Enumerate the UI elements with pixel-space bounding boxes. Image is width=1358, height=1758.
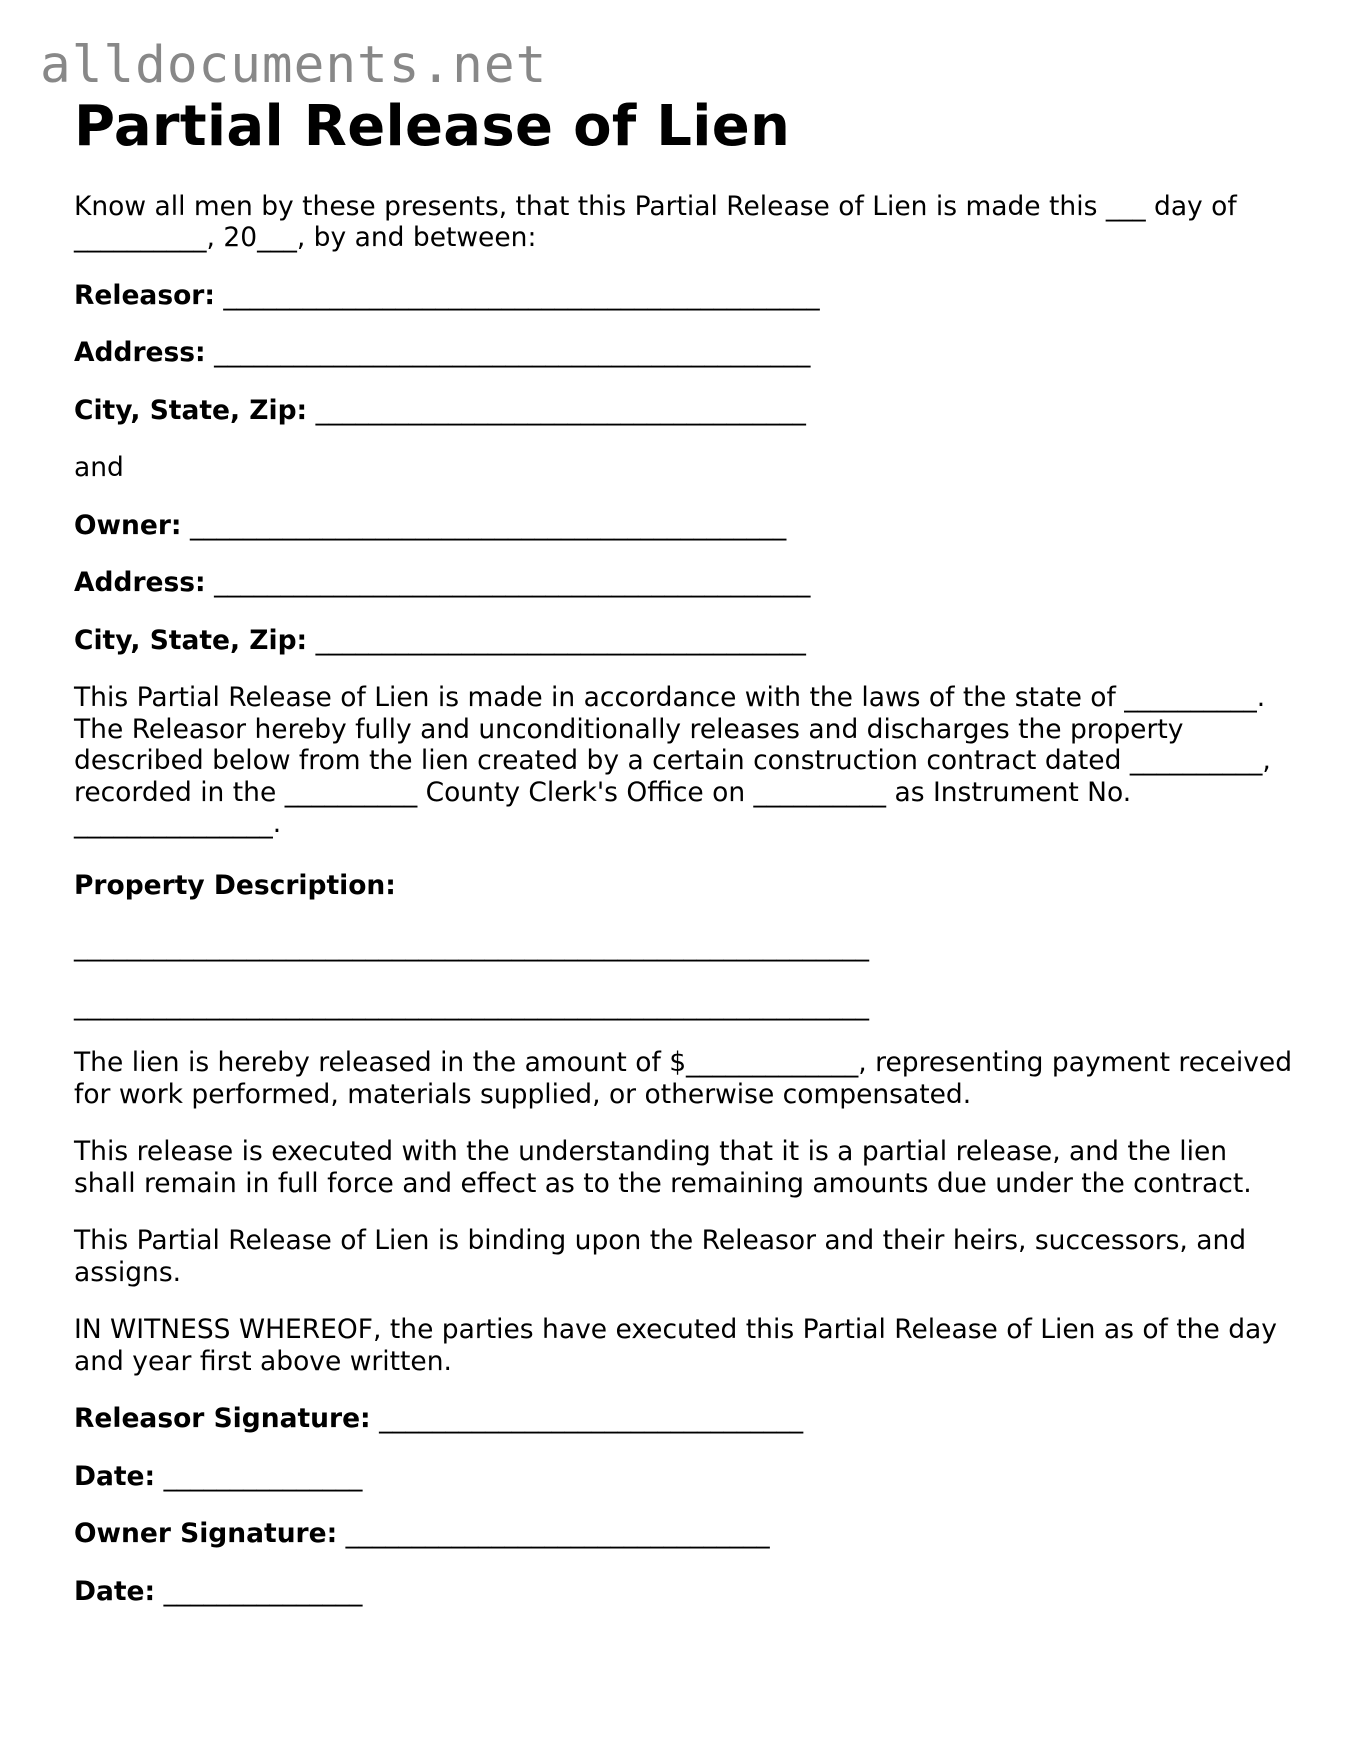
watermark: alldocuments.net [40,36,548,95]
releasor-city-field [74,395,1294,427]
property-description-label: Property Description: [74,869,396,901]
releasor-signature-label: Releasor Signature: [74,1403,371,1435]
releasor-city-blank: _____________________________________ [315,394,806,426]
owner-city-blank: _____________________________________ [315,624,806,656]
releasor-address-blank: _____________________________________________ [214,337,811,369]
releasor-address-label: Address: [74,337,206,369]
releasor-name-field [74,280,1294,312]
releasor-name-label: Releasor: [74,279,215,311]
owner-signature-label: Owner Signature: [74,1518,338,1550]
intro-paragraph: Know all men by these presents, that this Partial Release of Lien is made this ___ day of __________, 20___, by and between: [74,190,1237,254]
binding-paragraph: This Partial Release of Lien is binding upon the Releasor and their heirs, successors, and assigns. [74,1225,1247,1288]
releasor-signature-blank: ________________________________ [379,1403,804,1435]
owner-name-label: Owner: [74,509,182,541]
owner-name-field [74,510,1294,542]
releasor-city-label: City, State, Zip: [74,394,308,426]
witness-paragraph: IN WITNESS WHEREOF, the parties have executed this Partial Release of Lien as of the day and year first above written. [74,1314,1277,1377]
owner-city-field [74,625,1294,657]
amount-paragraph: The lien is hereby released in the amount of $_____________, representing payment received for work performed, materials supplied, or otherwise compensated. [74,1047,1293,1110]
releasor-date-label: Date: [74,1460,156,1492]
owner-city-label: City, State, Zip: [74,624,308,656]
owner-name-blank: _____________________________________________ [189,509,787,541]
releasor-date-blank: _______________ [163,1460,363,1492]
owner-date-field [74,1576,1294,1608]
document-title: Partial Release of Lien [74,94,791,159]
and-text: and [74,452,124,484]
releasor-date-field [74,1461,1294,1493]
owner-address-blank: _____________________________________________ [214,567,811,599]
owner-signature-blank: ________________________________ [345,1518,770,1550]
owner-date-blank: _______________ [163,1575,363,1607]
owner-date-label: Date: [74,1575,156,1607]
accordance-paragraph: This Partial Release of Lien is made in accordance with the laws of the state of __________. The Releasor hereby fully and unconditionally releases and discharges the property described below from the lien created by a certain construction contract dated __________, recorded in the __________ County Clerk's Office on __________ as Instrument No. _______________. [74,682,1271,840]
understanding-paragraph: This release is executed with the understanding that it is a partial release, and the lien shall remain in full force and effect as to the remaining amounts due under the contract. [74,1136,1252,1199]
document-page [74,96,1294,1607]
owner-address-field [74,567,1294,599]
owner-address-label: Address: [74,567,206,599]
releasor-name-blank: _____________________________________________ [223,279,820,311]
property-description-line-1: ____________________________________________________________ [74,931,869,963]
property-description-line-2: ____________________________________________________________ [74,989,869,1021]
releasor-signature-field [74,1403,1294,1435]
owner-signature-field [74,1518,1294,1550]
releasor-address-field [74,337,1294,369]
